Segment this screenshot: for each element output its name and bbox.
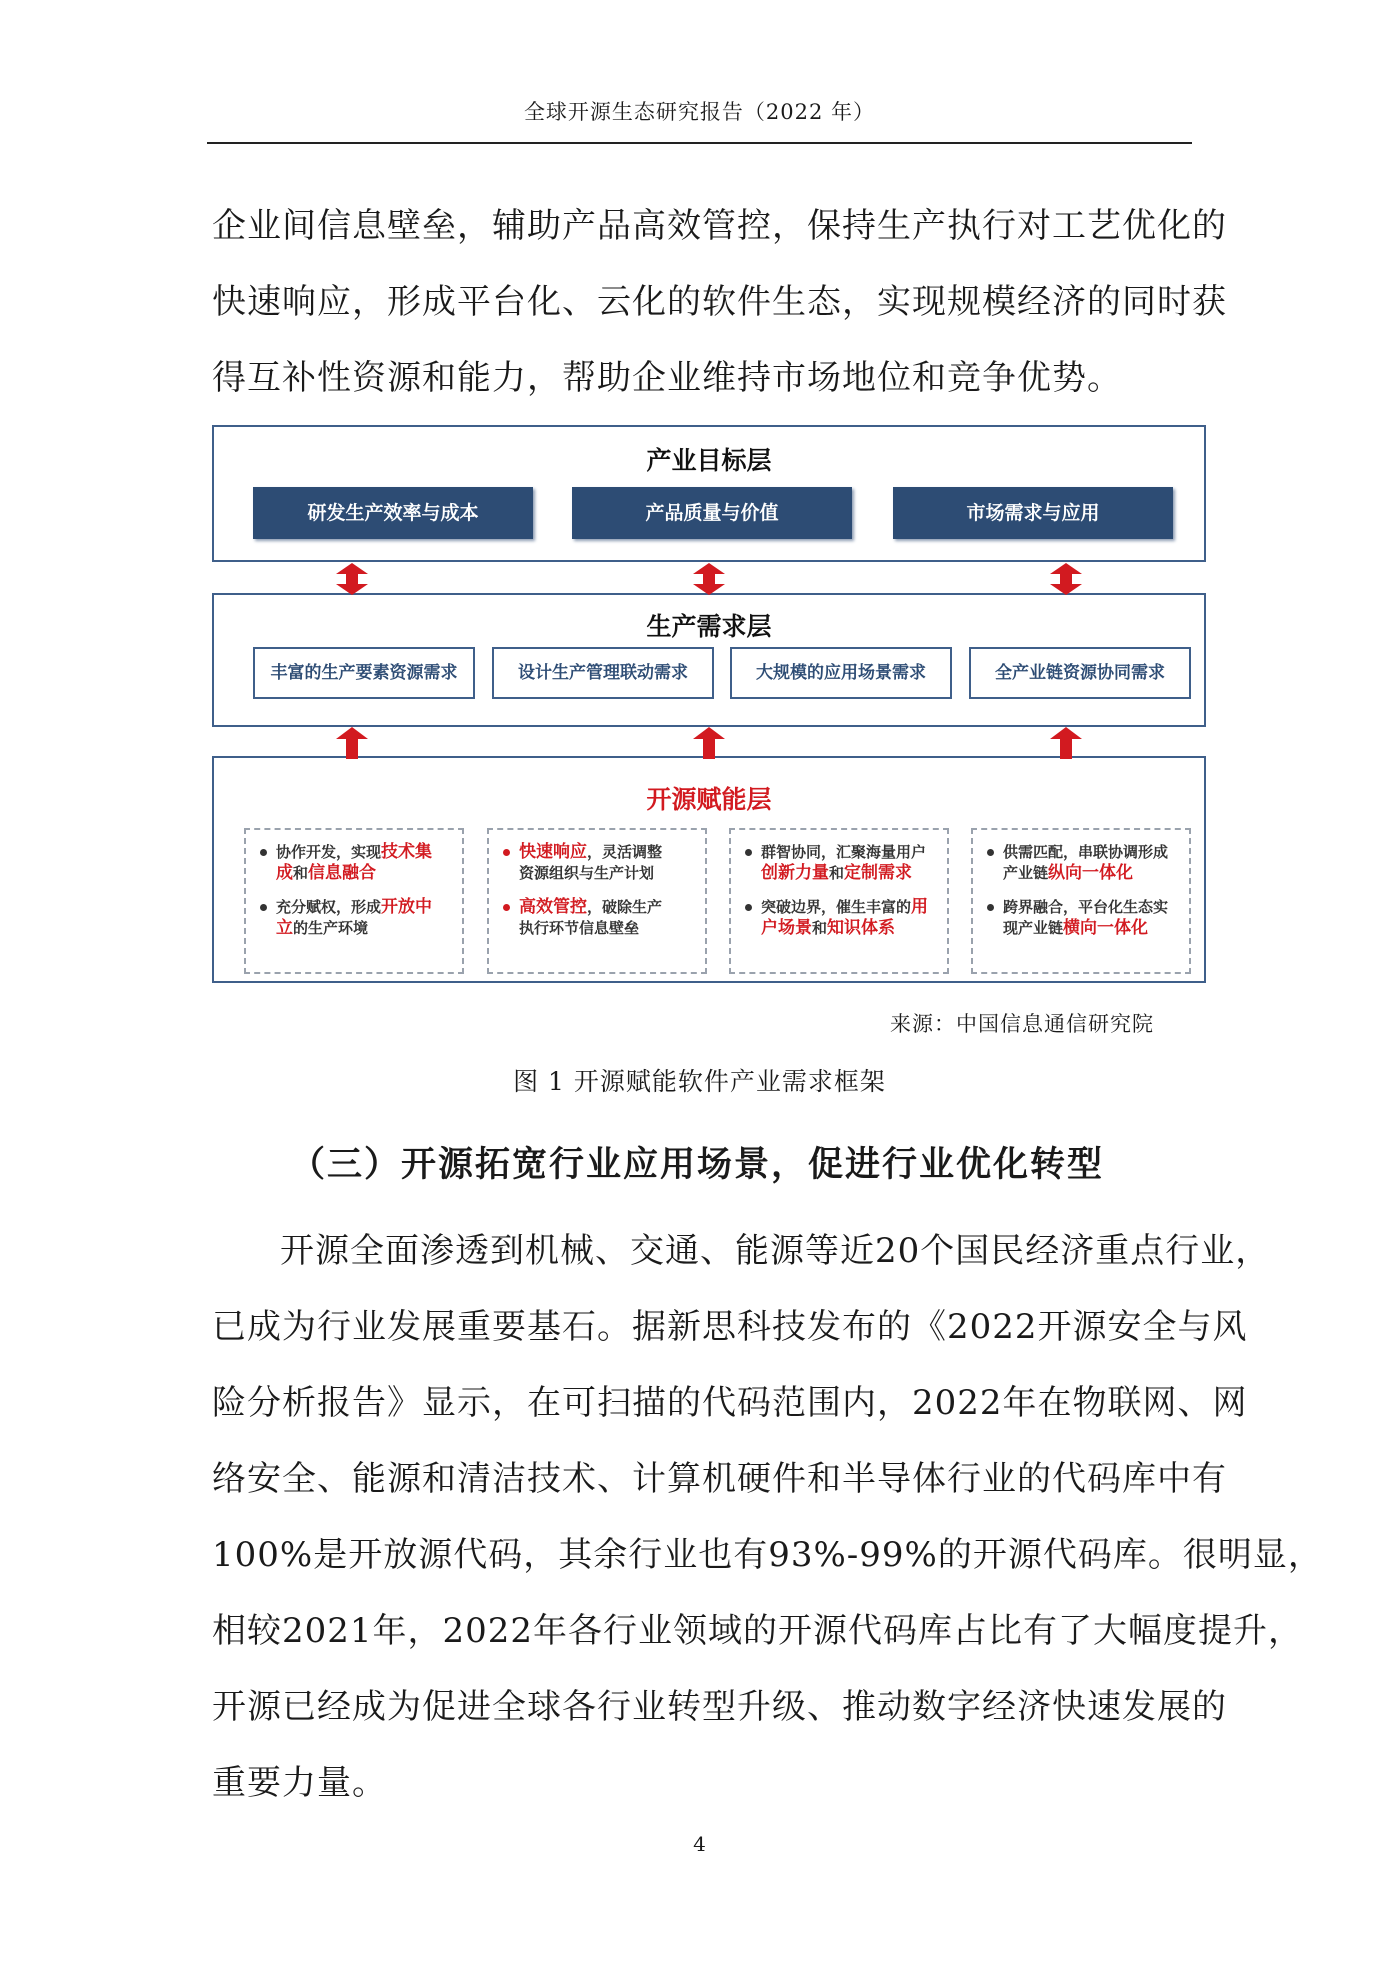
framework-figure [212,425,1206,983]
bullet-text: 执行环节信息壁垒 [519,919,640,937]
figure-source: 来源：中国信息通信研究院 [890,1012,1154,1036]
double-arrow-icon [334,563,370,595]
enable-bullet [983,897,1181,939]
body-line: 相较2021年，2022年各行业领域的开源代码库占比有了大幅度提升， [212,1611,1304,1651]
enable-box [971,828,1191,974]
highlight-text: 信息融合 [308,863,377,883]
intro-line: 企业间信息壁垒，辅助产品高效管控，保持生产执行对工艺优化的 [212,206,1227,246]
bullet-text: 群智协同，汇聚海量用户 [761,843,927,861]
enable-bullet [499,897,697,939]
highlight-text: 创新力量 [761,863,829,883]
enable-bullet [983,842,1181,884]
intro-paragraph [212,188,1227,416]
body-line: 开源已经成为促进全球各行业转型升级、推动数字经济快速发展的 [212,1687,1227,1727]
enable-bullet [256,897,454,939]
highlight-text: 知识体系 [827,918,896,938]
bullet-text: 供需匹配，串联协调形成 [1003,843,1169,861]
demand-box: 大规模的应用场景需求 [730,647,952,699]
body-line: 100%是开放源代码，其余行业也有93%-99%的开源代码库。很明显， [212,1535,1323,1575]
body-paragraph [212,1213,1323,1821]
bullet-text: 的生产环境 [293,919,369,937]
demand-box: 全产业链资源协同需求 [969,647,1191,699]
body-line: 开源全面渗透到机械、交通、能源等近20个国民经济重点行业， [280,1231,1271,1271]
double-arrow-icon [1048,563,1084,595]
bullet-text: 资源组织与生产计划 [519,864,655,882]
enable-box [729,828,949,974]
enable-bullet [499,842,697,884]
goal-box: 市场需求与应用 [893,487,1173,539]
header-rule [207,142,1192,144]
section-heading: （三）开源拓宽行业应用场景，促进行业优化转型 [290,1145,1105,1185]
demand-box: 设计生产管理联动需求 [492,647,714,699]
figure-caption: 图 1 开源赋能软件产业需求框架 [513,1067,886,1096]
bullet-text: 和 [812,919,828,937]
highlight-text: 户场景 [761,918,812,938]
highlight-text: 用 [911,897,929,917]
bullet-text: 产业链 [1003,864,1049,882]
intro-line: 快速响应，形成平台化、云化的软件生态，实现规模经济的同时获 [212,282,1227,322]
highlight-text: 开放中 [381,897,433,917]
highlight-text: 成 [276,863,293,883]
running-header: 全球开源生态研究报告（2022 年） [523,100,876,124]
goal-layer-title: 产业目标层 [646,446,772,475]
goal-box: 研发生产效率与成本 [253,487,533,539]
page-number: 4 [693,1832,706,1856]
highlight-text: 技术集 [381,842,433,862]
demand-layer [212,593,1206,727]
highlight-text: 快速响应 [519,842,587,862]
body-line: 已成为行业发展重要基石。据新思科技发布的《2022开源安全与风 [212,1307,1248,1347]
double-arrow-icon [691,563,727,595]
highlight-text: 定制需求 [844,863,913,883]
highlight-text: 纵向一体化 [1048,863,1134,883]
bullet-text: 协作开发，实现 [276,843,382,861]
bullet-text: 和 [293,864,309,882]
highlight-text: 高效管控 [519,897,587,917]
body-line: 络安全、能源和清洁技术、计算机硬件和半导体行业的代码库中有 [212,1459,1227,1499]
up-arrow-icon [691,727,727,759]
highlight-text: 立 [276,918,293,938]
highlight-text: 横向一体化 [1063,918,1149,938]
bullet-text: 和 [829,864,845,882]
goal-layer [212,425,1206,562]
intro-line: 得互补性资源和能力，帮助企业维持市场地位和竞争优势。 [212,358,1122,398]
bullet-text: ，灵活调整 [587,843,663,861]
enable-box [244,828,464,974]
enable-bullet [741,897,939,939]
bullet-text: 现产业链 [1003,919,1064,937]
bullet-text: 跨界融合，平台化生态实 [1003,898,1169,916]
enable-layer-title: 开源赋能层 [646,785,772,814]
enable-bullet [741,842,939,884]
up-arrow-icon [334,727,370,759]
demand-box: 丰富的生产要素资源需求 [253,647,475,699]
bullet-text: ，破除生产 [587,898,663,916]
enable-bullet [256,842,454,884]
bullet-text: 突破边界，催生丰富的 [761,898,912,916]
enable-box [487,828,707,974]
bullet-text: 充分赋权，形成 [276,898,382,916]
body-line: 重要力量。 [212,1763,387,1803]
up-arrow-icon [1048,727,1084,759]
demand-layer-title: 生产需求层 [646,612,772,641]
enable-layer [212,756,1206,983]
body-line: 险分析报告》显示，在可扫描的代码范围内，2022年在物联网、网 [212,1383,1248,1423]
goal-box: 产品质量与价值 [572,487,852,539]
